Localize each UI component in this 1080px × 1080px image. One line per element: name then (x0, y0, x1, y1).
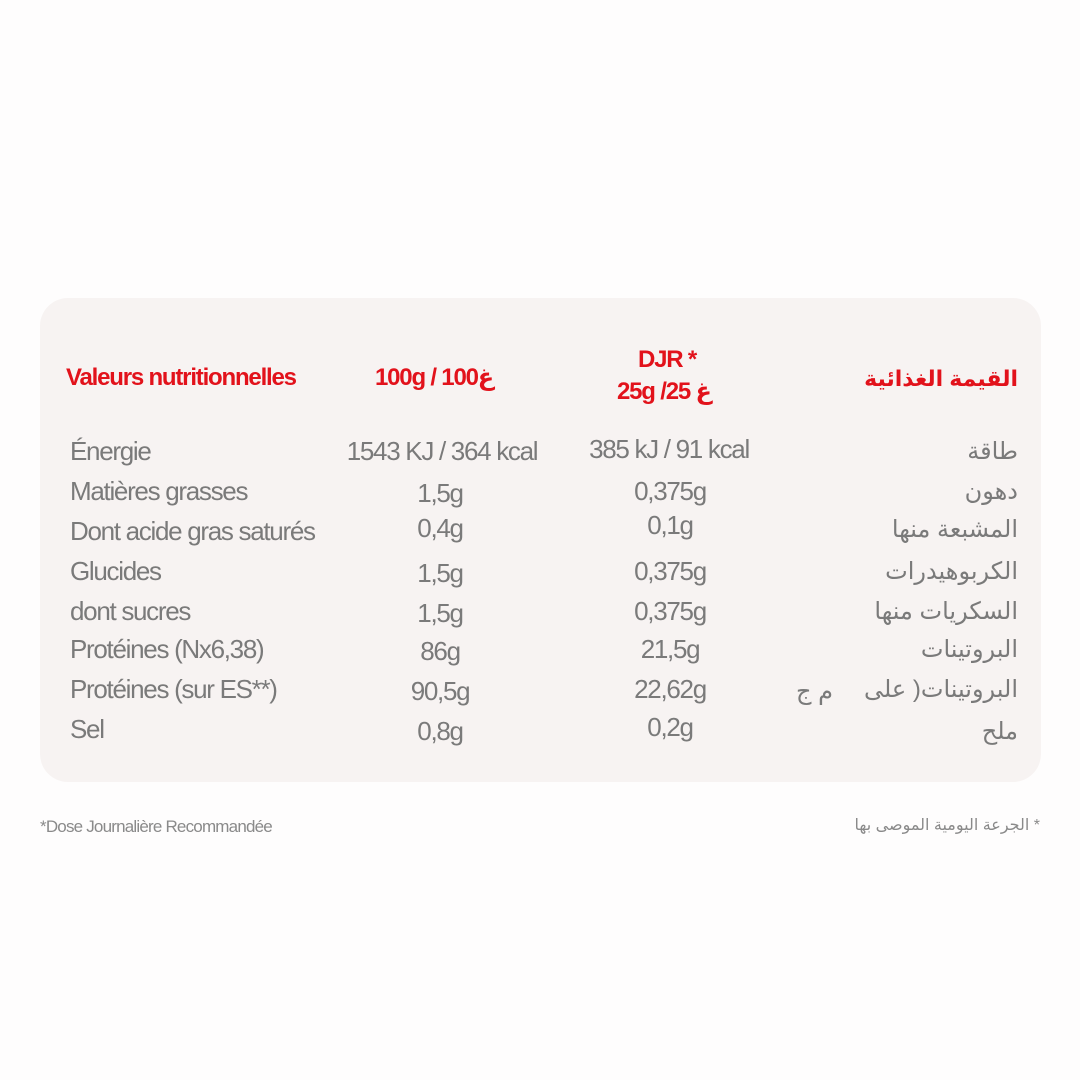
footnote-fr: *Dose Journalière Recommandée (40, 817, 272, 836)
row-value-100g: 86g (420, 636, 460, 666)
row-label-fr: Matières grasses (70, 476, 248, 506)
row-label-fr: Glucides (70, 556, 161, 586)
header-fr-title: Valeurs nutritionnelles (66, 364, 296, 391)
row-value-djr: 385 kJ / 91 kcal (589, 434, 749, 464)
row-value-djr: 0,375g (634, 596, 706, 626)
row-label-fr: Sel (70, 714, 104, 744)
row-label-ar: طاقة (967, 438, 1018, 465)
row-label-ar: الكربوهيدرات (885, 558, 1018, 585)
row-value-100g: 0,8g (417, 716, 463, 746)
footnote-ar: * الجرعة اليومية الموصى بها (854, 817, 1040, 834)
row-label-fr: Protéines (Nx6,38) (70, 634, 264, 664)
row-value-100g: 1,5g (417, 558, 463, 588)
row-value-100g: 1,5g (417, 598, 463, 628)
header-col-djr-line2: 25g /25 غ (617, 378, 712, 405)
row-label-fr: dont sucres (70, 596, 191, 626)
row-label-ar: المشبعة منها (891, 516, 1018, 543)
row-value-djr: 21,5g (640, 634, 700, 664)
row-value-100g: 90,5g (410, 676, 470, 706)
header-col-djr-line1: DJR * (638, 346, 697, 373)
row-label-fr: Protéines (sur ES**) (70, 674, 277, 704)
row-label-ar: ملح (981, 718, 1018, 745)
row-value-djr: 0,2g (647, 712, 693, 742)
header-ar-title: القيمة الغذائية (864, 366, 1018, 391)
row-label-ar: السكريات منها (874, 598, 1018, 625)
row-value-djr: 0,375g (634, 556, 706, 586)
row-value-djr: 22,62g (634, 674, 706, 704)
row-label-ar-extra: م ج (796, 678, 834, 705)
row-label-fr: Dont acide gras saturés (70, 516, 315, 546)
row-label-ar: البروتينات (920, 636, 1018, 663)
row-label-ar: دهون (964, 478, 1018, 505)
row-label-fr: Énergie (70, 436, 151, 466)
row-value-100g: 0,4g (417, 513, 463, 543)
row-value-djr: 0,1g (647, 510, 693, 540)
row-label-ar: البروتينات( على (863, 676, 1018, 703)
row-value-djr: 0,375g (634, 476, 706, 506)
row-value-100g: 1543 KJ / 364 kcal (346, 436, 538, 466)
row-value-100g: 1,5g (417, 478, 463, 508)
header-col-100g: 100g / 100غ (375, 364, 495, 391)
